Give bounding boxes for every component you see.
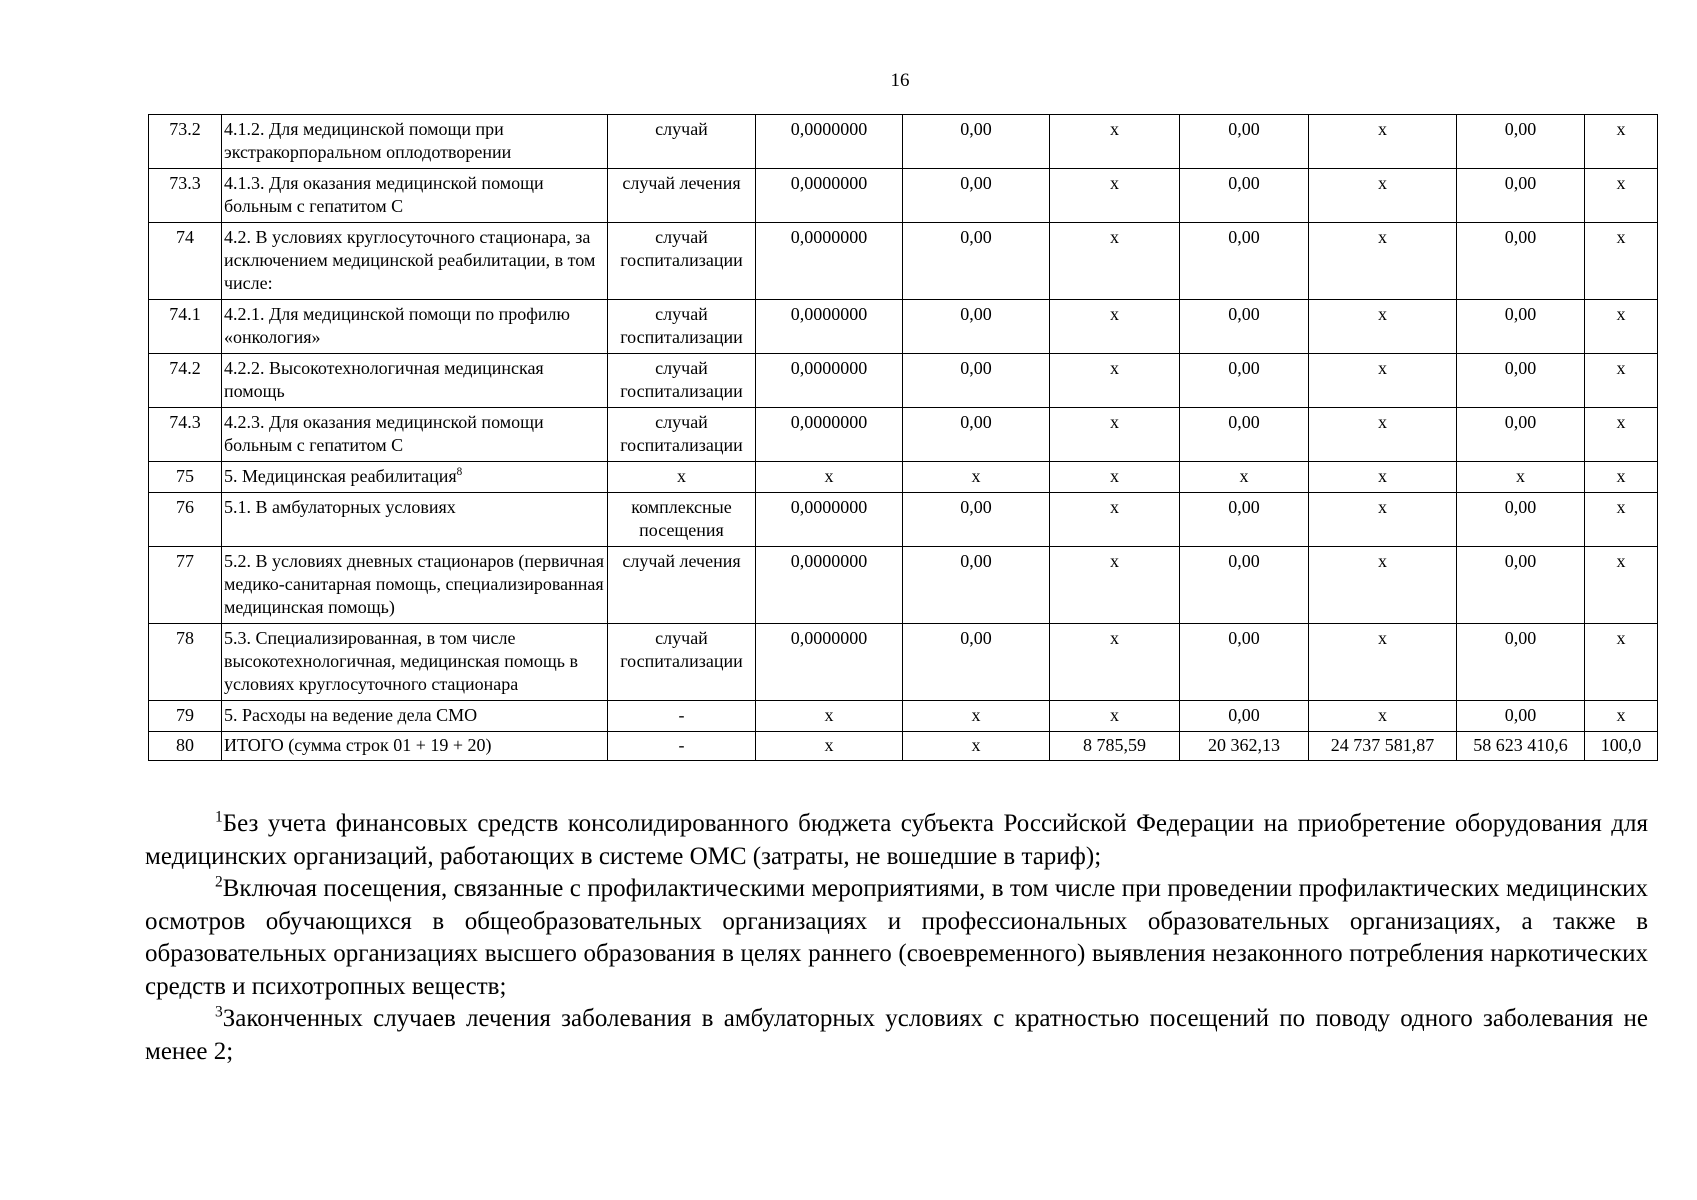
- cell-c2: x: [903, 732, 1050, 761]
- cell-c6: 0,00: [1457, 300, 1585, 354]
- cell-c1: x: [756, 701, 903, 732]
- row-number: 80: [149, 732, 222, 761]
- row-number: 74.3: [149, 408, 222, 462]
- cell-c5: x: [1309, 624, 1457, 701]
- cell-c6: 0,00: [1457, 223, 1585, 300]
- cell-c2: 0,00: [903, 493, 1050, 547]
- cell-c6: 0,00: [1457, 169, 1585, 223]
- page-number: 16: [890, 70, 910, 91]
- footnote-text: Без учета финансовых средств консолидированного бюджета субъекта Российской Федерации на приобретение оборудования для медицинских организаций, работающих в системе ОМС (затраты, не вошедшие в тариф);: [145, 810, 1648, 870]
- cell-c1: 0,0000000: [756, 223, 903, 300]
- cell-c7: x: [1585, 408, 1658, 462]
- cell-c1: 0,0000000: [756, 169, 903, 223]
- cell-c5: x: [1309, 462, 1457, 493]
- row-number: 76: [149, 493, 222, 547]
- cell-c4: x: [1180, 462, 1309, 493]
- row-number: 74.1: [149, 300, 222, 354]
- row-number: 79: [149, 701, 222, 732]
- row-name: 5. Расходы на ведение дела СМО: [222, 701, 608, 732]
- cell-c6: 0,00: [1457, 701, 1585, 732]
- row-unit: случай лечения: [608, 169, 756, 223]
- footnote: [145, 808, 1648, 873]
- table-row-total: [149, 732, 1658, 761]
- cell-c2: 0,00: [903, 169, 1050, 223]
- table-row: [149, 493, 1658, 547]
- footnote-ref: 8: [456, 466, 463, 478]
- cell-c4: 0,00: [1180, 115, 1309, 169]
- cell-c1: 0,0000000: [756, 624, 903, 701]
- cell-c2: 0,00: [903, 547, 1050, 624]
- cell-c7: x: [1585, 169, 1658, 223]
- footnote-marker: 3: [215, 1003, 223, 1021]
- table-row: [149, 223, 1658, 300]
- row-unit: x: [608, 462, 756, 493]
- row-unit: комплексные посещения: [608, 493, 756, 547]
- table-row: [149, 547, 1658, 624]
- cell-c6: 0,00: [1457, 408, 1585, 462]
- cell-c5: 24 737 581,87: [1309, 732, 1457, 761]
- footnote: [145, 873, 1648, 1003]
- cell-c1: 0,0000000: [756, 300, 903, 354]
- cell-c2: 0,00: [903, 223, 1050, 300]
- financing-table: [148, 114, 1658, 761]
- row-name: [222, 462, 608, 493]
- cell-c7: x: [1585, 115, 1658, 169]
- row-number: 74: [149, 223, 222, 300]
- table-row: [149, 115, 1658, 169]
- row-name: ИТОГО (сумма строк 01 + 19 + 20): [222, 732, 608, 761]
- cell-c7: 100,0: [1585, 732, 1658, 761]
- cell-c4: 0,00: [1180, 223, 1309, 300]
- table-row: [149, 624, 1658, 701]
- cell-c5: x: [1309, 354, 1457, 408]
- footnote-text: Включая посещения, связанные с профилактическими мероприятиями, в том числе при проведении профилактических медицинских осмотров обучающихся в общеобразовательных организациях и профессиональных образовательных организациях, а также в образовательных организациях высшего образования в целях раннего (своевременного) выявления незаконного потребления наркотических средств и психотропных веществ;: [145, 875, 1648, 1000]
- table-row: [149, 701, 1658, 732]
- row-unit: случай госпитализации: [608, 354, 756, 408]
- row-number: 73.3: [149, 169, 222, 223]
- footnote: [145, 1003, 1648, 1068]
- cell-c3: x: [1050, 547, 1180, 624]
- row-number: 73.2: [149, 115, 222, 169]
- cell-c3: x: [1050, 701, 1180, 732]
- cell-c7: x: [1585, 354, 1658, 408]
- cell-c1: 0,0000000: [756, 408, 903, 462]
- cell-c6: 0,00: [1457, 354, 1585, 408]
- cell-c7: x: [1585, 701, 1658, 732]
- cell-c5: x: [1309, 493, 1457, 547]
- cell-c4: 0,00: [1180, 624, 1309, 701]
- cell-c4: 0,00: [1180, 169, 1309, 223]
- cell-c7: x: [1585, 300, 1658, 354]
- row-unit: случай госпитализации: [608, 223, 756, 300]
- cell-c1: 0,0000000: [756, 354, 903, 408]
- cell-c7: x: [1585, 462, 1658, 493]
- cell-c4: 0,00: [1180, 493, 1309, 547]
- row-unit: -: [608, 701, 756, 732]
- table-row: [149, 169, 1658, 223]
- row-name: 4.1.3. Для оказания медицинской помощи больным с гепатитом С: [222, 169, 608, 223]
- cell-c2: 0,00: [903, 115, 1050, 169]
- cell-c5: x: [1309, 408, 1457, 462]
- row-number: 77: [149, 547, 222, 624]
- cell-c5: x: [1309, 547, 1457, 624]
- row-name: 4.2.2. Высокотехнологичная медицинская помощь: [222, 354, 608, 408]
- cell-c6: 0,00: [1457, 547, 1585, 624]
- cell-c7: x: [1585, 223, 1658, 300]
- cell-c2: x: [903, 701, 1050, 732]
- cell-c6: 58 623 410,6: [1457, 732, 1585, 761]
- cell-c4: 0,00: [1180, 354, 1309, 408]
- row-name: 5.2. В условиях дневных стационаров (первичная медико-санитарная помощь, специализированная медицинская помощь): [222, 547, 608, 624]
- cell-c5: x: [1309, 300, 1457, 354]
- row-unit: случай: [608, 115, 756, 169]
- row-unit: случай лечения: [608, 547, 756, 624]
- row-number: 75: [149, 462, 222, 493]
- cell-c3: x: [1050, 169, 1180, 223]
- cell-c2: x: [903, 462, 1050, 493]
- cell-c2: 0,00: [903, 408, 1050, 462]
- footnote-text: Законченных случаев лечения заболевания в амбулаторных условиях с кратностью посещений по поводу одного заболевания не менее 2;: [145, 1005, 1648, 1065]
- row-name: 4.1.2. Для медицинской помощи при экстракорпоральном оплодотворении: [222, 115, 608, 169]
- row-name: 5.1. В амбулаторных условиях: [222, 493, 608, 547]
- row-name: 4.2. В условиях круглосуточного стационара, за исключением медицинской реабилитации, в том числе:: [222, 223, 608, 300]
- cell-c6: 0,00: [1457, 624, 1585, 701]
- cell-c2: 0,00: [903, 624, 1050, 701]
- table-row: [149, 300, 1658, 354]
- footnote-marker: 2: [215, 873, 223, 891]
- cell-c4: 0,00: [1180, 300, 1309, 354]
- cell-c3: x: [1050, 354, 1180, 408]
- cell-c3: x: [1050, 223, 1180, 300]
- cell-c1: 0,0000000: [756, 493, 903, 547]
- table-row: [149, 408, 1658, 462]
- row-number: 74.2: [149, 354, 222, 408]
- row-name-text: 5. Медицинская реабилитация: [224, 466, 457, 486]
- cell-c6: x: [1457, 462, 1585, 493]
- cell-c3: x: [1050, 462, 1180, 493]
- cell-c3: x: [1050, 115, 1180, 169]
- cell-c5: x: [1309, 701, 1457, 732]
- cell-c3: 8 785,59: [1050, 732, 1180, 761]
- footnotes: [145, 808, 1648, 1068]
- cell-c2: 0,00: [903, 300, 1050, 354]
- cell-c2: 0,00: [903, 354, 1050, 408]
- cell-c4: 20 362,13: [1180, 732, 1309, 761]
- cell-c5: x: [1309, 223, 1457, 300]
- row-name: 5.3. Специализированная, в том числе высокотехнологичная, медицинская помощь в условиях круглосуточного стационара: [222, 624, 608, 701]
- table-row: [149, 354, 1658, 408]
- cell-c1: 0,0000000: [756, 115, 903, 169]
- row-unit: случай госпитализации: [608, 408, 756, 462]
- cell-c4: 0,00: [1180, 408, 1309, 462]
- row-name: 4.2.1. Для медицинской помощи по профилю «онкология»: [222, 300, 608, 354]
- row-unit: случай госпитализации: [608, 300, 756, 354]
- row-number: 78: [149, 624, 222, 701]
- cell-c5: x: [1309, 169, 1457, 223]
- cell-c4: 0,00: [1180, 547, 1309, 624]
- cell-c1: x: [756, 732, 903, 761]
- cell-c4: 0,00: [1180, 701, 1309, 732]
- row-unit: -: [608, 732, 756, 761]
- cell-c6: 0,00: [1457, 115, 1585, 169]
- row-name: 4.2.3. Для оказания медицинской помощи больным с гепатитом С: [222, 408, 608, 462]
- cell-c6: 0,00: [1457, 493, 1585, 547]
- cell-c1: x: [756, 462, 903, 493]
- cell-c3: x: [1050, 300, 1180, 354]
- cell-c3: x: [1050, 624, 1180, 701]
- cell-c7: x: [1585, 624, 1658, 701]
- cell-c7: x: [1585, 493, 1658, 547]
- cell-c3: x: [1050, 493, 1180, 547]
- cell-c1: 0,0000000: [756, 547, 903, 624]
- row-unit: случай госпитализации: [608, 624, 756, 701]
- footnote-marker: 1: [215, 808, 223, 826]
- table-row: [149, 462, 1658, 493]
- cell-c5: x: [1309, 115, 1457, 169]
- cell-c7: x: [1585, 547, 1658, 624]
- cell-c3: x: [1050, 408, 1180, 462]
